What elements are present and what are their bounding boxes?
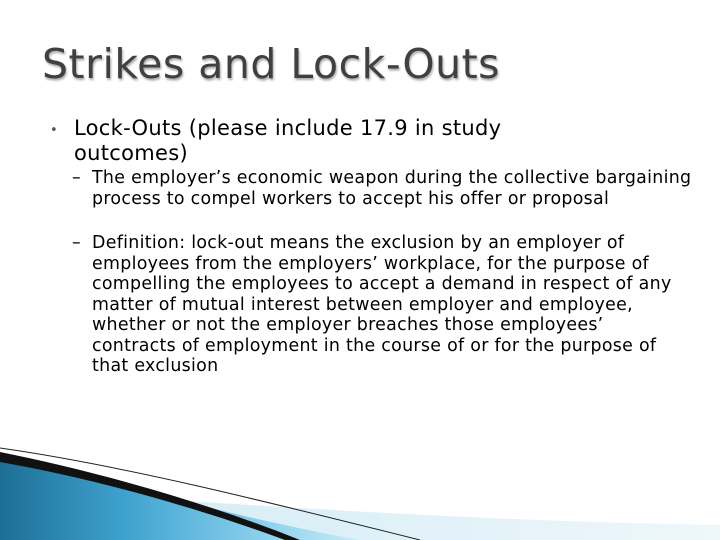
bullet-marker: • [50, 123, 58, 138]
sub-bullet-marker: – [72, 233, 81, 253]
sub-bullet-text: Definition: lock-out means the exclusion by an employer of employees from the employers’ workplace, for the purpose of compelling the employees to accept a demand in respect of any matter of mutual interest between employer and employee, whether or not the employer breaches those employees’ contracts of employment in the course of or for the purpose of that exclusion [92, 233, 672, 376]
bullet-item [50, 116, 594, 166]
slide-title: Strikes and Lock-Outs [42, 40, 501, 88]
decorative-wave [0, 430, 720, 540]
bullet-text: Lock-Outs (please include 17.9 in study outcomes) [74, 116, 502, 165]
sub-bullet-marker: – [72, 168, 81, 188]
sub-bullet-text: The employer’s economic weapon during the collective bargaining process to compel workers to accept his offer or proposal [92, 168, 692, 209]
sub-bullet-item [72, 233, 692, 377]
sub-bullet-item [72, 168, 692, 209]
